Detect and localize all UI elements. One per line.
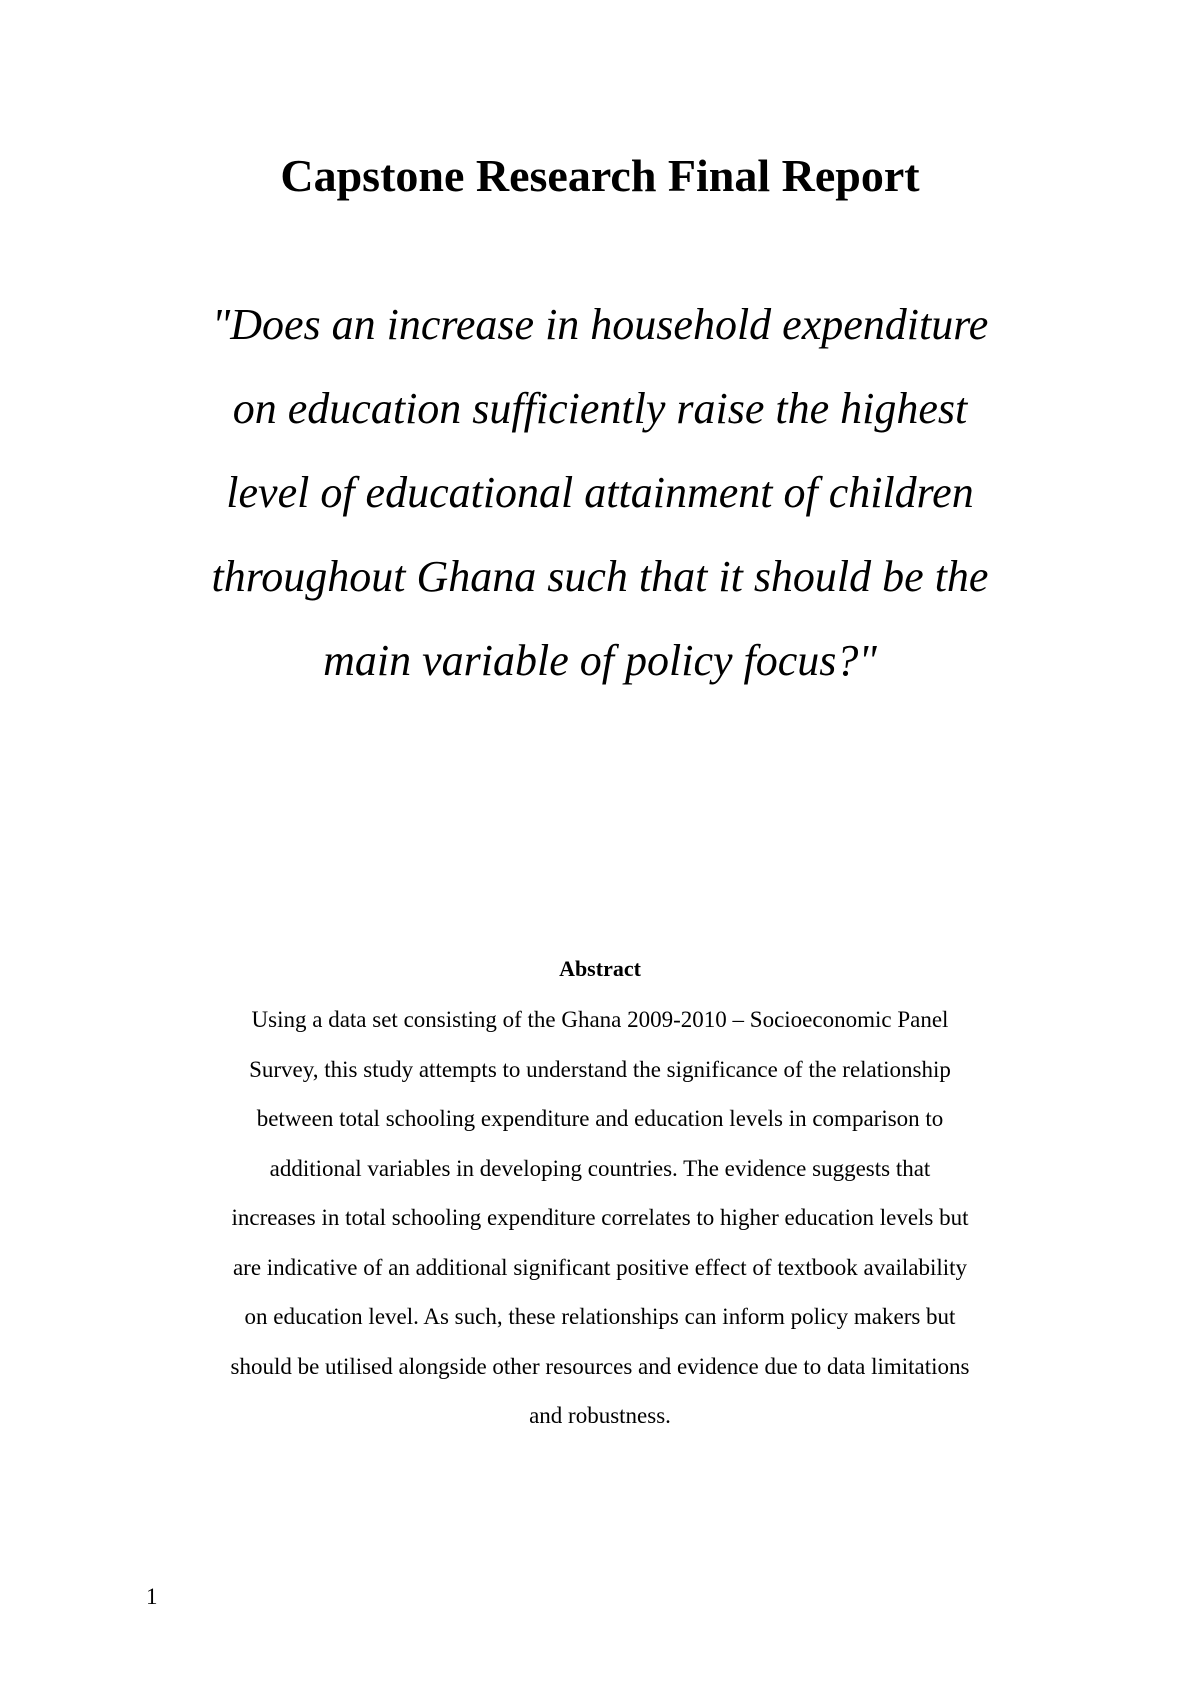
abstract-line: Survey, this study attempts to understand the significance of the relationship [249,1056,951,1082]
abstract-line: increases in total schooling expenditure correlates to higher education levels but [231,1205,969,1230]
abstract-text [130,995,1070,1441]
research-question-line: on education sufficiently raise the highest [232,384,968,433]
abstract-line: between total schooling expenditure and education levels in comparison to [256,1106,944,1131]
abstract-line: Using a data set consisting of the Ghana 2009-2010 – Socioeconomic Panel [251,1007,949,1032]
abstract-line: additional variables in developing countries. The evidence suggests that [269,1155,931,1181]
research-question-line: level of educational attainment of children [226,468,974,517]
abstract-line: are indicative of an additional significant positive effect of textbook availability [232,1254,968,1280]
abstract-line: should be utilised alongside other resources and evidence due to data limitations [230,1353,970,1379]
research-question [150,283,1050,703]
abstract-line: and robustness. [529,1403,671,1428]
research-question-line: "Does an increase in household expenditure [211,300,989,349]
abstract-heading: Abstract [559,956,641,981]
research-question-line: main variable of policy focus?" [323,636,877,685]
research-question-line: throughout Ghana such that it should be the [211,552,989,601]
page-number: 1 [146,1584,158,1609]
report-title: Capstone Research Final Report [280,150,920,201]
abstract-line: on education level. As such, these relationships can inform policy makers but [244,1304,956,1329]
